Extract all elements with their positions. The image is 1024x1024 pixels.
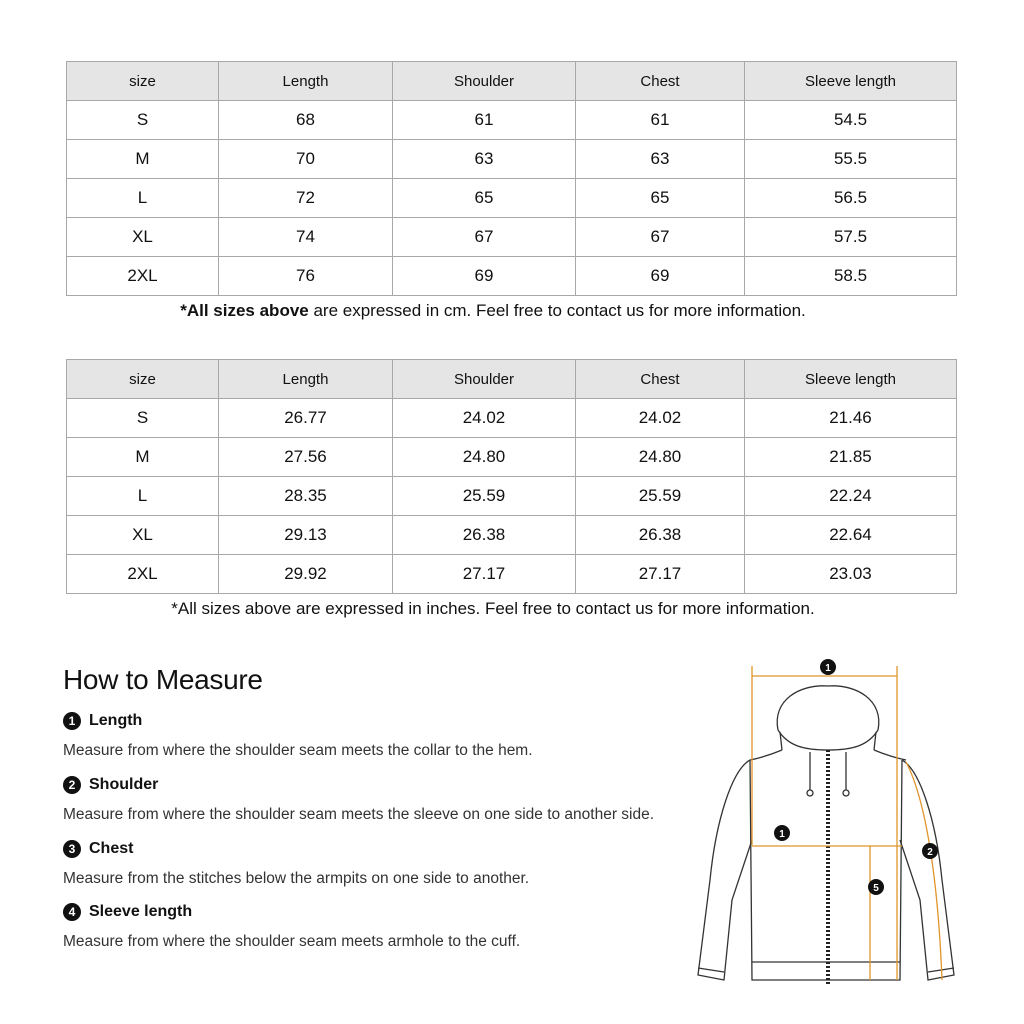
table-cell: 27.56	[219, 438, 393, 477]
step-label: Shoulder	[89, 776, 159, 793]
table-row	[67, 516, 957, 555]
step-label: Length	[89, 712, 143, 729]
cm-note	[0, 301, 986, 321]
table-row	[67, 399, 957, 438]
table-cell: M	[67, 438, 219, 477]
table-cell: 76	[219, 257, 393, 296]
table-cell: 24.80	[576, 438, 745, 477]
table-row	[67, 438, 957, 477]
hood-sides	[780, 732, 876, 750]
column-header: Sleeve length	[745, 360, 957, 399]
left-sleeve	[698, 760, 752, 980]
step-description: Measure from where the shoulder seam meets the collar to the hem.	[63, 742, 533, 759]
table-cell: 25.59	[393, 477, 576, 516]
step-description: Measure from where the shoulder seam meets armhole to the cuff.	[63, 933, 521, 950]
table-cell: XL	[67, 218, 219, 257]
table-cell: 65	[393, 179, 576, 218]
size-table-cm	[66, 61, 957, 296]
column-header: Sleeve length	[745, 62, 957, 101]
table-cell: 57.5	[745, 218, 957, 257]
table-header-row	[67, 360, 957, 399]
measure-step-chest	[63, 840, 703, 888]
table-cell: 24.80	[393, 438, 576, 477]
table-cell: XL	[67, 516, 219, 555]
step-number-badge: 3	[63, 840, 81, 858]
table-cell: 2XL	[67, 555, 219, 594]
table-cell: 26.38	[576, 516, 745, 555]
column-header: size	[67, 62, 219, 101]
table-cell: 24.02	[576, 399, 745, 438]
hood-outline	[777, 686, 879, 730]
table-cell: 74	[219, 218, 393, 257]
step-description: Measure from where the shoulder seam meets the sleeve on one side to another side.	[63, 806, 655, 823]
table-cell: L	[67, 179, 219, 218]
table-cell: 69	[576, 257, 745, 296]
hoodie-measurement-diagram	[680, 650, 980, 995]
table-cell: 29.92	[219, 555, 393, 594]
table-row	[67, 179, 957, 218]
table-cell: 27.17	[576, 555, 745, 594]
measure-step-shoulder	[63, 776, 703, 824]
svg-text:2: 2	[927, 847, 933, 858]
marker-2-sleeve	[922, 843, 938, 859]
table-cell: 23.03	[745, 555, 957, 594]
column-header: Shoulder	[393, 62, 576, 101]
measure-step-length	[63, 712, 703, 760]
cm-note-text: are expressed in cm. Feel free to contact us for more information.	[308, 301, 806, 320]
table-cell: 72	[219, 179, 393, 218]
table-row	[67, 555, 957, 594]
table-row	[67, 101, 957, 140]
step-description: Measure from the stitches below the armpits on one side to another.	[63, 870, 530, 887]
cm-note-bold: *All sizes above	[180, 301, 309, 320]
size-table-inches	[66, 359, 957, 594]
step-number-badge: 4	[63, 903, 81, 921]
table-row	[67, 140, 957, 179]
table-cell: 26.77	[219, 399, 393, 438]
step-heading	[63, 712, 703, 730]
column-header: Length	[219, 360, 393, 399]
step-number-badge: 1	[63, 712, 81, 730]
table-cell: 54.5	[745, 101, 957, 140]
table-cell: 61	[393, 101, 576, 140]
table-cell: 61	[576, 101, 745, 140]
svg-text:1: 1	[779, 829, 785, 840]
svg-text:5: 5	[873, 883, 879, 894]
table-cell: 68	[219, 101, 393, 140]
section-title: How to Measure	[63, 664, 263, 695]
marker-5-length	[868, 879, 884, 895]
table-cell: L	[67, 477, 219, 516]
table-cell: M	[67, 140, 219, 179]
table-cell: 70	[219, 140, 393, 179]
step-heading	[63, 903, 703, 921]
table-cell: 69	[393, 257, 576, 296]
drawstring-tip	[807, 790, 813, 796]
step-label: Sleeve length	[89, 903, 193, 920]
column-header: Shoulder	[393, 360, 576, 399]
table-row	[67, 257, 957, 296]
marker-1-top	[820, 659, 836, 675]
table-cell: 28.35	[219, 477, 393, 516]
table-cell: 22.64	[745, 516, 957, 555]
table-cell: 22.24	[745, 477, 957, 516]
table-cell: 67	[576, 218, 745, 257]
table-row	[67, 477, 957, 516]
drawstring-tip	[843, 790, 849, 796]
table-cell: 67	[393, 218, 576, 257]
svg-text:1: 1	[825, 663, 831, 674]
table-header-row	[67, 62, 957, 101]
table-cell: 58.5	[745, 257, 957, 296]
right-sleeve	[900, 760, 954, 980]
table-cell: S	[67, 101, 219, 140]
left-shoulder-seam	[750, 750, 782, 760]
column-header: Chest	[576, 62, 745, 101]
table-row	[67, 218, 957, 257]
table-cell: 24.02	[393, 399, 576, 438]
table-cell: 21.46	[745, 399, 957, 438]
step-heading	[63, 840, 703, 858]
table-cell: 56.5	[745, 179, 957, 218]
table-cell: 65	[576, 179, 745, 218]
right-shoulder-seam	[874, 750, 906, 760]
step-heading	[63, 776, 703, 794]
table-cell: 21.85	[745, 438, 957, 477]
table-cell: S	[67, 399, 219, 438]
table-cell: 27.17	[393, 555, 576, 594]
left-cuff	[698, 968, 724, 972]
table-cell: 63	[576, 140, 745, 179]
column-header: size	[67, 360, 219, 399]
marker-1-chest	[774, 825, 790, 841]
measure-step-sleeve-length	[63, 903, 703, 951]
hood-inner	[778, 730, 878, 750]
column-header: Length	[219, 62, 393, 101]
column-header: Chest	[576, 360, 745, 399]
table-cell: 29.13	[219, 516, 393, 555]
table-cell: 63	[393, 140, 576, 179]
step-number-badge: 2	[63, 776, 81, 794]
table-cell: 55.5	[745, 140, 957, 179]
measurement-guides	[752, 666, 942, 980]
inches-note: *All sizes above are expressed in inches. Feel free to contact us for more information.	[171, 599, 815, 618]
table-cell: 2XL	[67, 257, 219, 296]
table-cell: 26.38	[393, 516, 576, 555]
step-label: Chest	[89, 840, 134, 857]
table-cell: 25.59	[576, 477, 745, 516]
